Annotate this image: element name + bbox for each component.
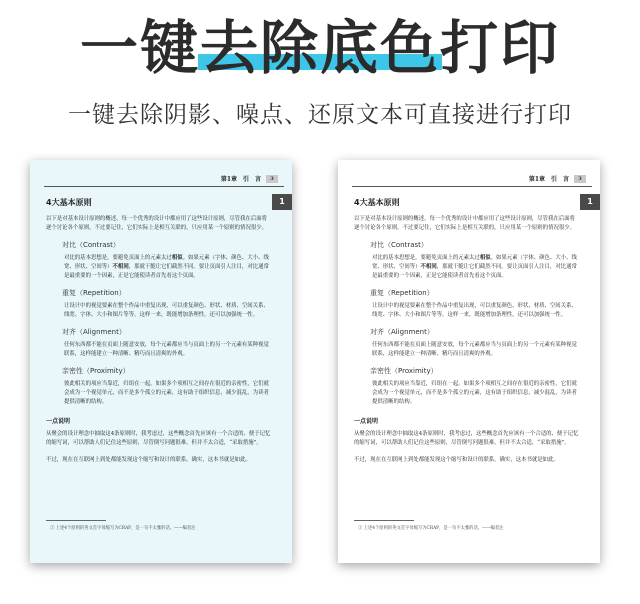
intro-paragraph: 以下是对基本设计原则的概述，每一个优秀的设计中都应用了这些设计原则，尽管我在后面将逐个讨论各个原则，不过要记住，它们实际上是相互关联的，只应用某一个原则的情况很少。 — [46, 216, 268, 231]
principle-text: 任何东西都不能在页面上随意安放，每个元素都应当与页面上的另一个元素有某种视觉联系，这样能建立一种清晰、精巧而且清爽的外观。 — [64, 342, 269, 357]
header-page-box: 3 — [574, 175, 586, 183]
principle-title: 对齐（Alignment） — [370, 328, 434, 336]
headline-highlight-text: 去除底色 — [199, 14, 440, 82]
headline-part: 一键 — [79, 14, 200, 82]
chapter-tab: 1 — [580, 194, 600, 210]
principle-repetition — [372, 289, 580, 320]
book-page-cleaned — [338, 160, 600, 563]
running-header — [529, 174, 586, 183]
text-run: 对比的基本思想是，要避免页面上的元素太过 — [372, 255, 480, 261]
section-title: 4大基本原则 — [354, 198, 400, 207]
principle-repetition — [64, 289, 272, 320]
principle-text: 彼此相关的项应当靠近，归组在一起。如果多个项相互之间存在很近的亲密性，它们就会成为一个视觉单元，而不是多个孤立的元素，这有助于组织信息，减少混乱，为读者提供清晰的结构。 — [64, 381, 269, 405]
footnote-rule — [354, 520, 414, 521]
principle-text: 让设计中的视觉要素在整个作品中重复出现，可以重复颜色、形状、材质、空间关系、线宽、字体、大小和图片等等。这样一来，既能增加条理性，还可以加强统一性。 — [64, 303, 269, 318]
page-content — [354, 198, 580, 473]
headline-highlight — [200, 14, 440, 84]
principle-title: 重复（Repetition） — [62, 289, 126, 297]
page-content — [46, 198, 272, 473]
principle-alignment — [372, 328, 580, 359]
footnote: ① 上述4个原则的英文首字母缩写为CRAP，是一句不太雅的话。——编者注 — [50, 526, 196, 531]
book-page-original — [30, 160, 292, 563]
principle-proximity — [64, 367, 272, 407]
principle-title: 亲密性（Proximity） — [370, 367, 438, 375]
principle-text — [372, 254, 580, 281]
headline — [0, 14, 640, 84]
tip-title: 一点说明 — [46, 418, 71, 425]
chapter-tab: 1 — [272, 194, 292, 210]
principle-text — [64, 254, 272, 281]
bold-run: 相似 — [171, 255, 183, 261]
principle-title: 亲密性（Proximity） — [62, 367, 130, 375]
principle-text: 让设计中的视觉要素在整个作品中重复出现，可以重复颜色、形状、材质、空间关系、线宽、字体、大小和图片等等。这样一来，既能增加条理性，还可以加强统一性。 — [372, 303, 577, 318]
principle-proximity — [372, 367, 580, 407]
tip-title: 一点说明 — [354, 418, 379, 425]
subheadline: 一键去除阴影、噪点、还原文本可直接进行打印 — [68, 102, 572, 128]
text-run: 对比的基本思想是，要避免页面上的元素太过 — [64, 255, 172, 261]
header-rule — [44, 186, 284, 187]
text-run: ，那就干脆让它们截然不同。要让页面引人注目，对比通常是最重要的一个因素，正是它能使读者首先看这个页面。 — [64, 264, 269, 279]
headline-part: 打印 — [440, 14, 561, 82]
bold-run: 不相同 — [420, 264, 437, 270]
principle-contrast — [64, 241, 272, 281]
principle-title: 重复（Repetition） — [370, 289, 434, 297]
running-header-text: 第1章 引 言 — [528, 176, 569, 183]
principle-text: 彼此相关的项应当靠近，归组在一起。如果多个项相互之间存在很近的亲密性，它们就会成为一个视觉单元，而不是多个孤立的元素，这有助于组织信息，减少混乱，为读者提供清晰的结构。 — [372, 381, 577, 405]
header-page-box: 3 — [266, 175, 278, 183]
principle-alignment — [64, 328, 272, 359]
principle-title: 对比（Contrast） — [370, 241, 428, 249]
principle-contrast — [372, 241, 580, 281]
text-run: ，那就干脆让它们截然不同。要让页面引人注目，对比通常是最重要的一个因素，正是它能使读者首先看这个页面。 — [372, 264, 577, 279]
intro-paragraph: 以下是对基本设计原则的概述，每一个优秀的设计中都应用了这些设计原则，尽管我在后面将逐个讨论各个原则，不过要记住，它们实际上是相互关联的，只应用某一个原则的情况很少。 — [354, 216, 576, 231]
tip-paragraph: 从聚会的设计理念中抽取这4条原则时，我考虑过，这些概念首先应该有一个合适的、便于记忆的缩写词，可以帮助人们记住这些原则，尽管倒写问题很难，但并不太合适，“采取措施”。 — [354, 431, 579, 446]
principle-title: 对比（Contrast） — [62, 241, 120, 249]
tip-paragraph: 不过，现在在互联网上到处都能发现这个缩写和设计的联系，确实，这本书就是如此。 — [354, 457, 559, 463]
running-header-text: 第1章 引 言 — [220, 176, 261, 183]
running-header — [221, 174, 278, 183]
section-title: 4大基本原则 — [46, 198, 92, 207]
footnote: ① 上述4个原则的英文首字母缩写为CRAP，是一句不太雅的话。——编者注 — [358, 526, 504, 531]
text-run: 。如果元素（字体、颜色、大小、线宽、形状、空间等） — [372, 255, 577, 270]
tip-paragraph: 不过，现在在互联网上到处都能发现这个缩写和设计的联系，确实，这本书就是如此。 — [46, 457, 251, 463]
text-run: 。如果元素（字体、颜色、大小、线宽、形状、空间等） — [64, 255, 269, 270]
principle-title: 对齐（Alignment） — [62, 328, 126, 336]
tip-paragraph: 从聚会的设计理念中抽取这4条原则时，我考虑过，这些概念首先应该有一个合适的、便于记忆的缩写词，可以帮助人们记住这些原则，尽管倒写问题很难，但并不太合适，“采取措施”。 — [46, 431, 271, 446]
bold-run: 相似 — [479, 255, 491, 261]
footnote-rule — [46, 520, 106, 521]
header-rule — [352, 186, 592, 187]
bold-run: 不相同 — [112, 264, 129, 270]
principle-text: 任何东西都不能在页面上随意安放，每个元素都应当与页面上的另一个元素有某种视觉联系，这样能建立一种清晰、精巧而且清爽的外观。 — [372, 342, 577, 357]
